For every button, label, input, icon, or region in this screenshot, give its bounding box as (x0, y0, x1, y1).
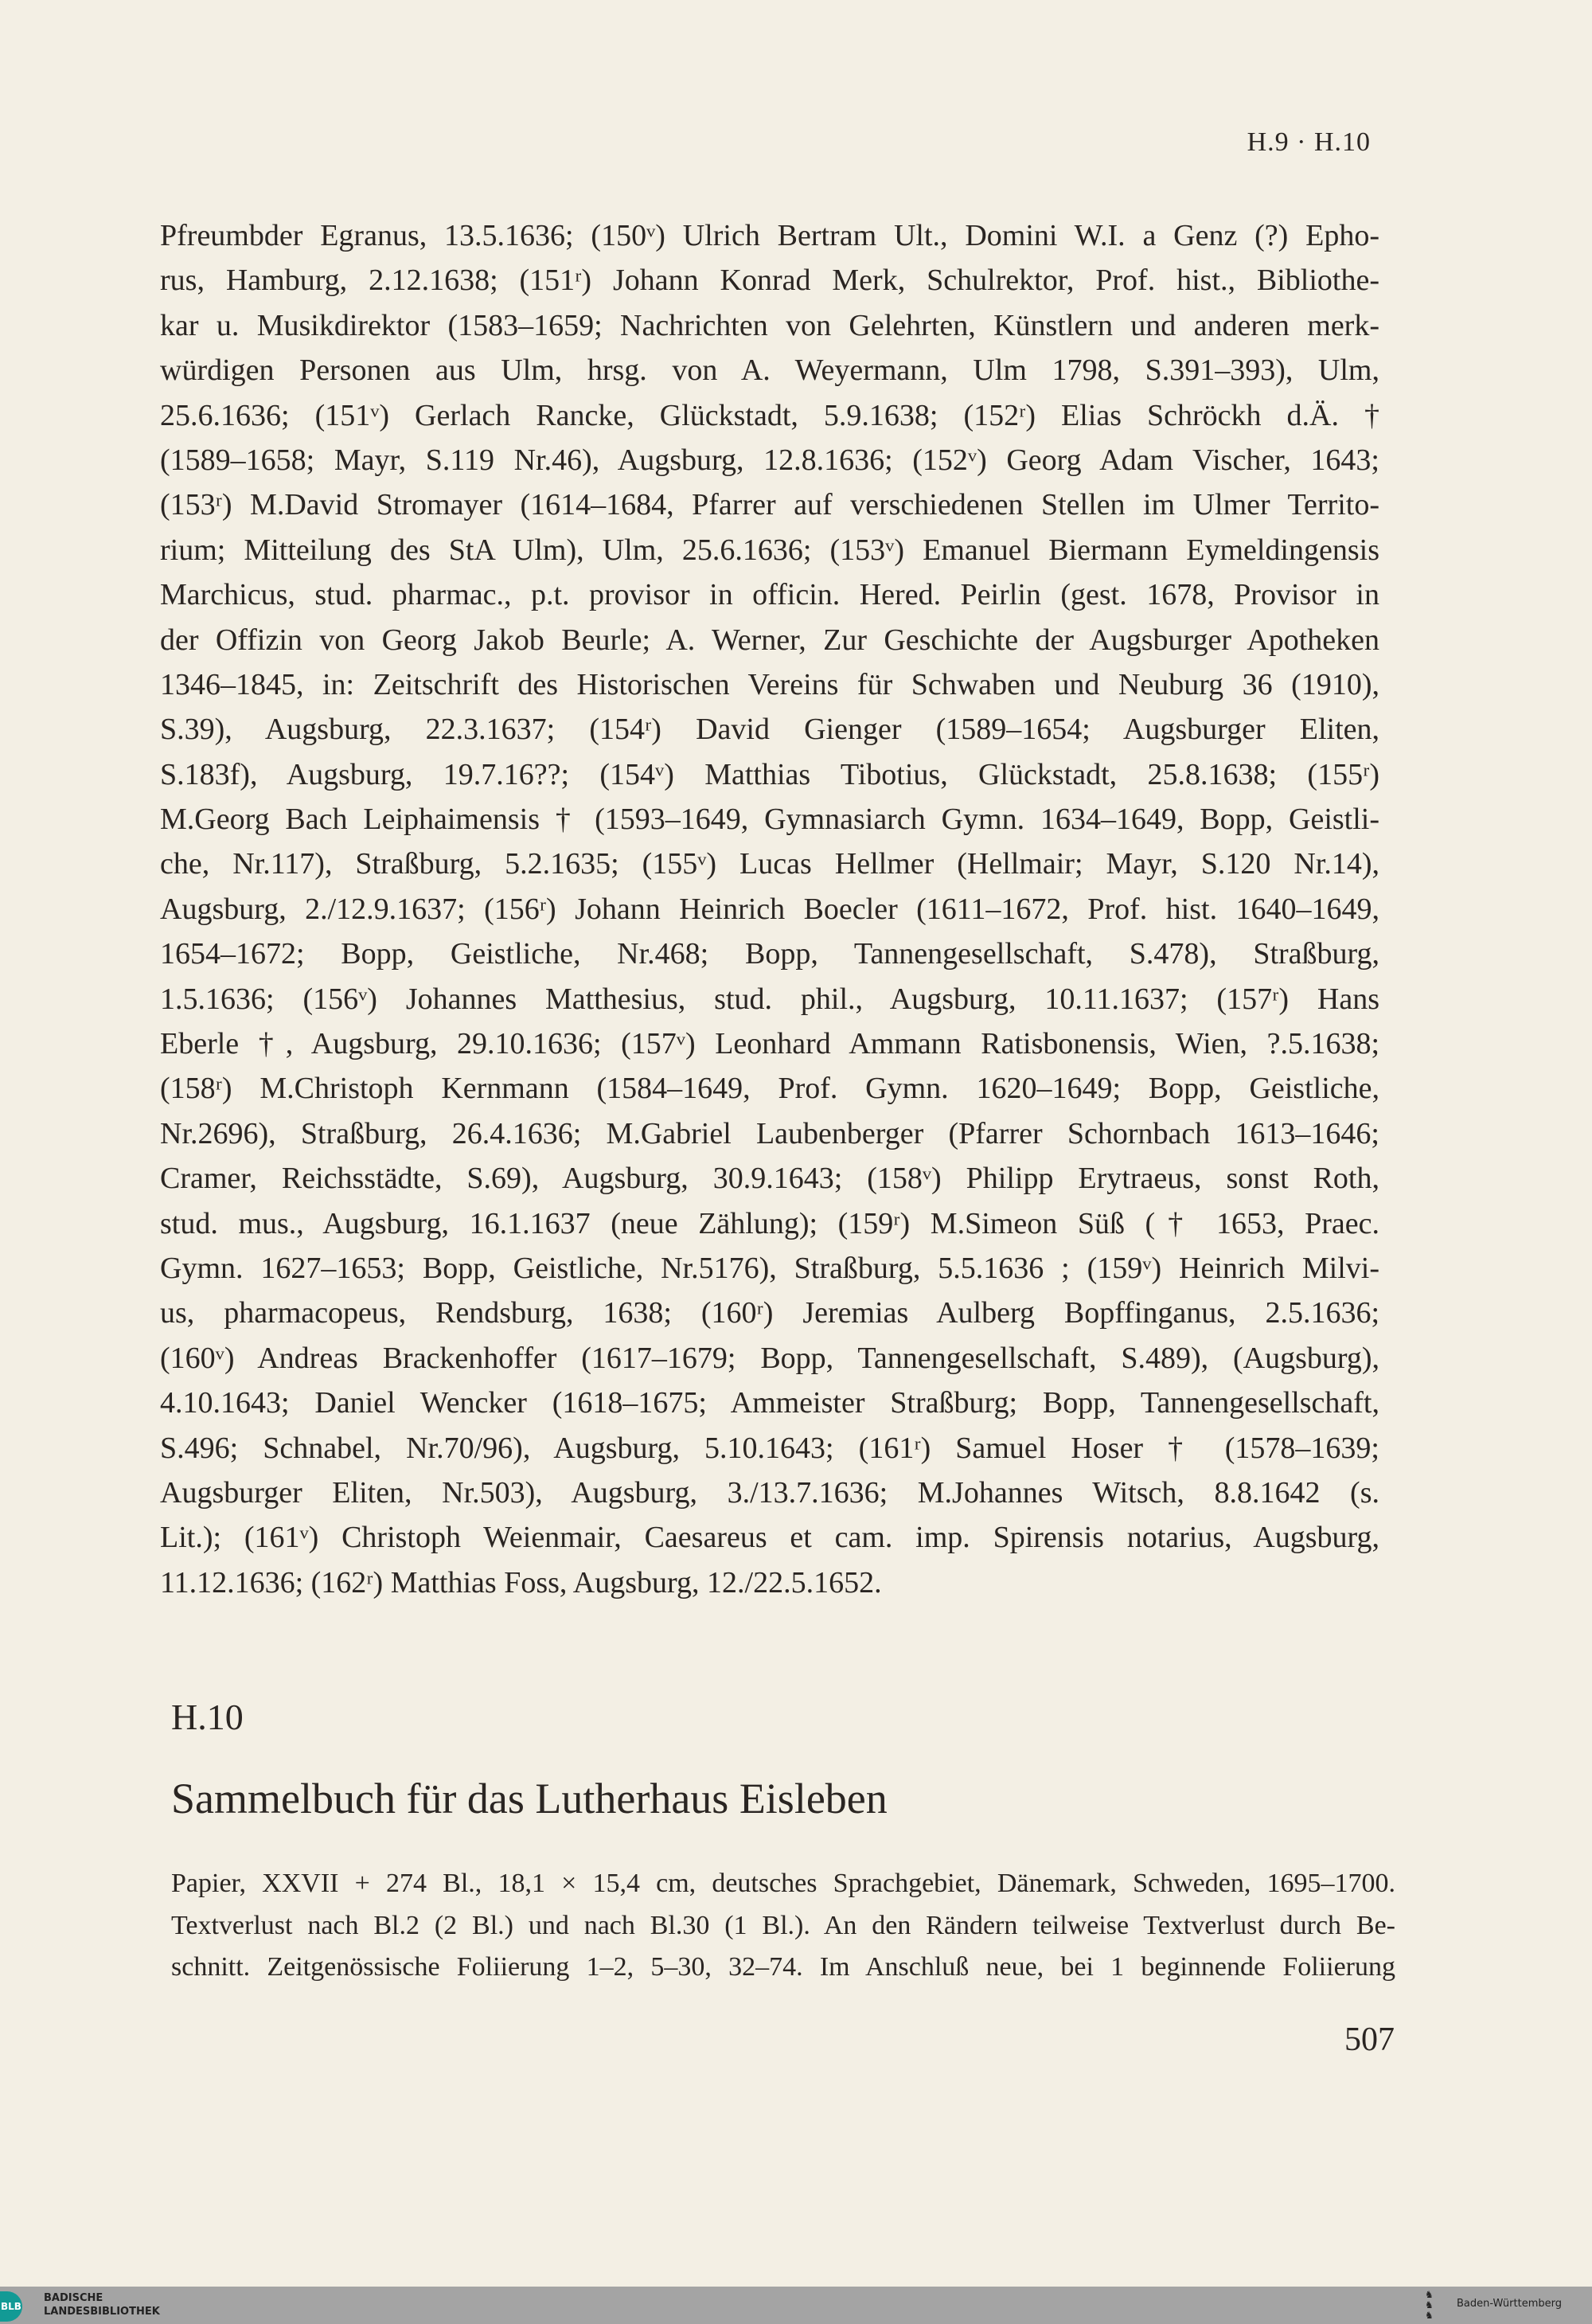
section-number: H.10 (171, 1697, 244, 1737)
text-line: schnitt. Zeitgenössische Foliierung 1–2, 5–30, 32–74. Im Anschluß neue, bei 1 beginnende Foliierung (171, 1952, 1395, 1982)
section-title: Sammelbuch für das Lutherhaus Eisleben (171, 1775, 888, 1822)
text-line: Marchicus, stud. pharmac., p.t. provisor in officin. Hered. Peirlin (gest. 1678, Provisor in (160, 578, 1379, 612)
text-line: (160ᵛ) Andreas Brackenhoffer (1617–1679; Bopp, Tannengesellschaft, S.489), (Augsburg), (160, 1341, 1379, 1375)
text-line: (1589–1658; Mayr, S.119 Nr.46), Augsburg, 12.8.1636; (152ᵛ) Georg Adam Vischer, 1643; (160, 443, 1379, 477)
footer-bar (0, 2287, 1592, 2324)
text-line: 1.5.1636; (156ᵛ) Johannes Matthesius, stud. phil., Augsburg, 10.11.1637; (157ʳ) Hans (160, 982, 1379, 1016)
body-text (160, 213, 1379, 1605)
blb-logo-icon[interactable]: BLB (0, 2291, 22, 2322)
state-name[interactable]: Baden-Württemberg (1457, 2298, 1562, 2310)
text-line: Textverlust nach Bl.2 (2 Bl.) und nach Bl.30 (1 Bl.). An den Rändern teilweise Textverlust durch Be- (171, 1910, 1395, 1940)
text-line: rium; Mitteilung des StA Ulm), Ulm, 25.6.1636; (153ᵛ) Emanuel Biermann Eymeldingensis (160, 533, 1379, 567)
text-line: kar u. Musikdirektor (1583–1659; Nachrichten von Gelehrten, Künstlern und anderen merk- (160, 308, 1379, 342)
text-line: S.39), Augsburg, 22.3.1637; (154ʳ) David Gienger (1589–1654; Augsburger Eliten, (160, 713, 1379, 747)
library-name-line-2: LANDESBIBLIOTHEK (44, 2306, 160, 2318)
text-line: Augsburg, 2./12.9.1637; (156ʳ) Johann Heinrich Boecler (1611–1672, Prof. hist. 1640–1649, (160, 892, 1379, 926)
text-line: Pfreumbder Egranus, 13.5.1636; (150ᵛ) Ulrich Bertram Ult., Domini W.I. a Genz (?) Epho- (160, 219, 1379, 252)
text-line: Gymn. 1627–1653; Bopp, Geistliche, Nr.5176), Straßburg, 5.5.1636 ; (159ᵛ) Heinrich Milvi- (160, 1251, 1379, 1285)
library-name[interactable] (44, 2291, 160, 2318)
text-line: Papier, XXVII + 274 Bl., 18,1 × 15,4 cm, deutsches Sprachgebiet, Dänemark, Schweden, 1695–1700. (171, 1869, 1395, 1898)
text-line: 1346–1845, in: Zeitschrift des Historischen Vereins für Schwaben und Neuburg 36 (1910), (160, 667, 1379, 701)
text-line: Lit.); (161ᵛ) Christoph Weienmair, Caesareus et cam. imp. Spirensis notarius, Augsburg, (160, 1521, 1379, 1555)
running-head: H.9 · H.10 (1247, 127, 1371, 157)
text-line: Eberle †, Augsburg, 29.10.1636; (157ᵛ) Leonhard Ammann Ratisbonensis, Wien, ?.5.1638; (160, 1027, 1379, 1061)
section-description (171, 1863, 1395, 1989)
text-line: Nr.2696), Straßburg, 26.4.1636; M.Gabriel Laubenberger (Pfarrer Schornbach 1613–1646; (160, 1116, 1379, 1150)
page-number: 507 (1344, 2021, 1395, 2058)
text-line: 11.12.1636; (162ʳ) Matthias Foss, Augsburg, 12./22.5.1652. (160, 1565, 882, 1599)
text-line: (158ʳ) M.Christoph Kernmann (1584–1649, Prof. Gymn. 1620–1649; Bopp, Geistliche, (160, 1072, 1379, 1106)
state-lion-icon: ♞ ♞ ♞ (1425, 2289, 1434, 2321)
text-line: der Offizin von Georg Jakob Beurle; A. Werner, Zur Geschichte der Augsburger Apotheken (160, 623, 1379, 657)
text-line: M.Georg Bach Leiphaimensis † (1593–1649, Gymnasiarch Gymn. 1634–1649, Bopp, Geistli- (160, 803, 1379, 837)
text-line: S.183f), Augsburg, 19.7.16??; (154ᵛ) Matthias Tibotius, Glückstadt, 25.8.1638; (155ʳ) (160, 757, 1379, 791)
text-line: S.496; Schnabel, Nr.70/96), Augsburg, 5.10.1643; (161ʳ) Samuel Hoser † (1578–1639; (160, 1431, 1379, 1465)
text-line: stud. mus., Augsburg, 16.1.1637 (neue Zählung); (159ʳ) M.Simeon Süß († 1653, Praec. (160, 1206, 1379, 1240)
text-line: us, pharmacopeus, Rendsburg, 1638; (160ʳ) Jeremias Aulberg Bopffinganus, 2.5.1636; (160, 1296, 1379, 1330)
text-line: che, Nr.117), Straßburg, 5.2.1635; (155ᵛ) Lucas Hellmer (Hellmair; Mayr, S.120 Nr.14), (160, 847, 1379, 881)
text-line: Cramer, Reichsstädte, S.69), Augsburg, 30.9.1643; (158ᵛ) Philipp Erytraeus, sonst Roth, (160, 1162, 1379, 1196)
text-line: würdigen Personen aus Ulm, hrsg. von A. Weyermann, Ulm 1798, S.391–393), Ulm, (160, 353, 1379, 388)
text-line: 4.10.1643; Daniel Wencker (1618–1675; Ammeister Straßburg; Bopp, Tannengesellschaft, (160, 1386, 1379, 1420)
text-line: 25.6.1636; (151ᵛ) Gerlach Rancke, Glückstadt, 5.9.1638; (152ʳ) Elias Schröckh d.Ä. † (160, 398, 1379, 432)
text-line: Augsburger Eliten, Nr.503), Augsburg, 3./13.7.1636; M.Johannes Witsch, 8.8.1642 (s. (160, 1475, 1379, 1510)
library-name-line-1: BADISCHE (44, 2292, 103, 2304)
text-line: rus, Hamburg, 2.12.1638; (151ʳ) Johann Konrad Merk, Schulrektor, Prof. hist., Bibliothe- (160, 264, 1379, 298)
text-line: (153ʳ) M.David Stromayer (1614–1684, Pfarrer auf verschiedenen Stellen im Ulmer Territo- (160, 488, 1379, 522)
text-line: 1654–1672; Bopp, Geistliche, Nr.468; Bopp, Tannengesellschaft, S.478), Straßburg, (160, 937, 1379, 971)
